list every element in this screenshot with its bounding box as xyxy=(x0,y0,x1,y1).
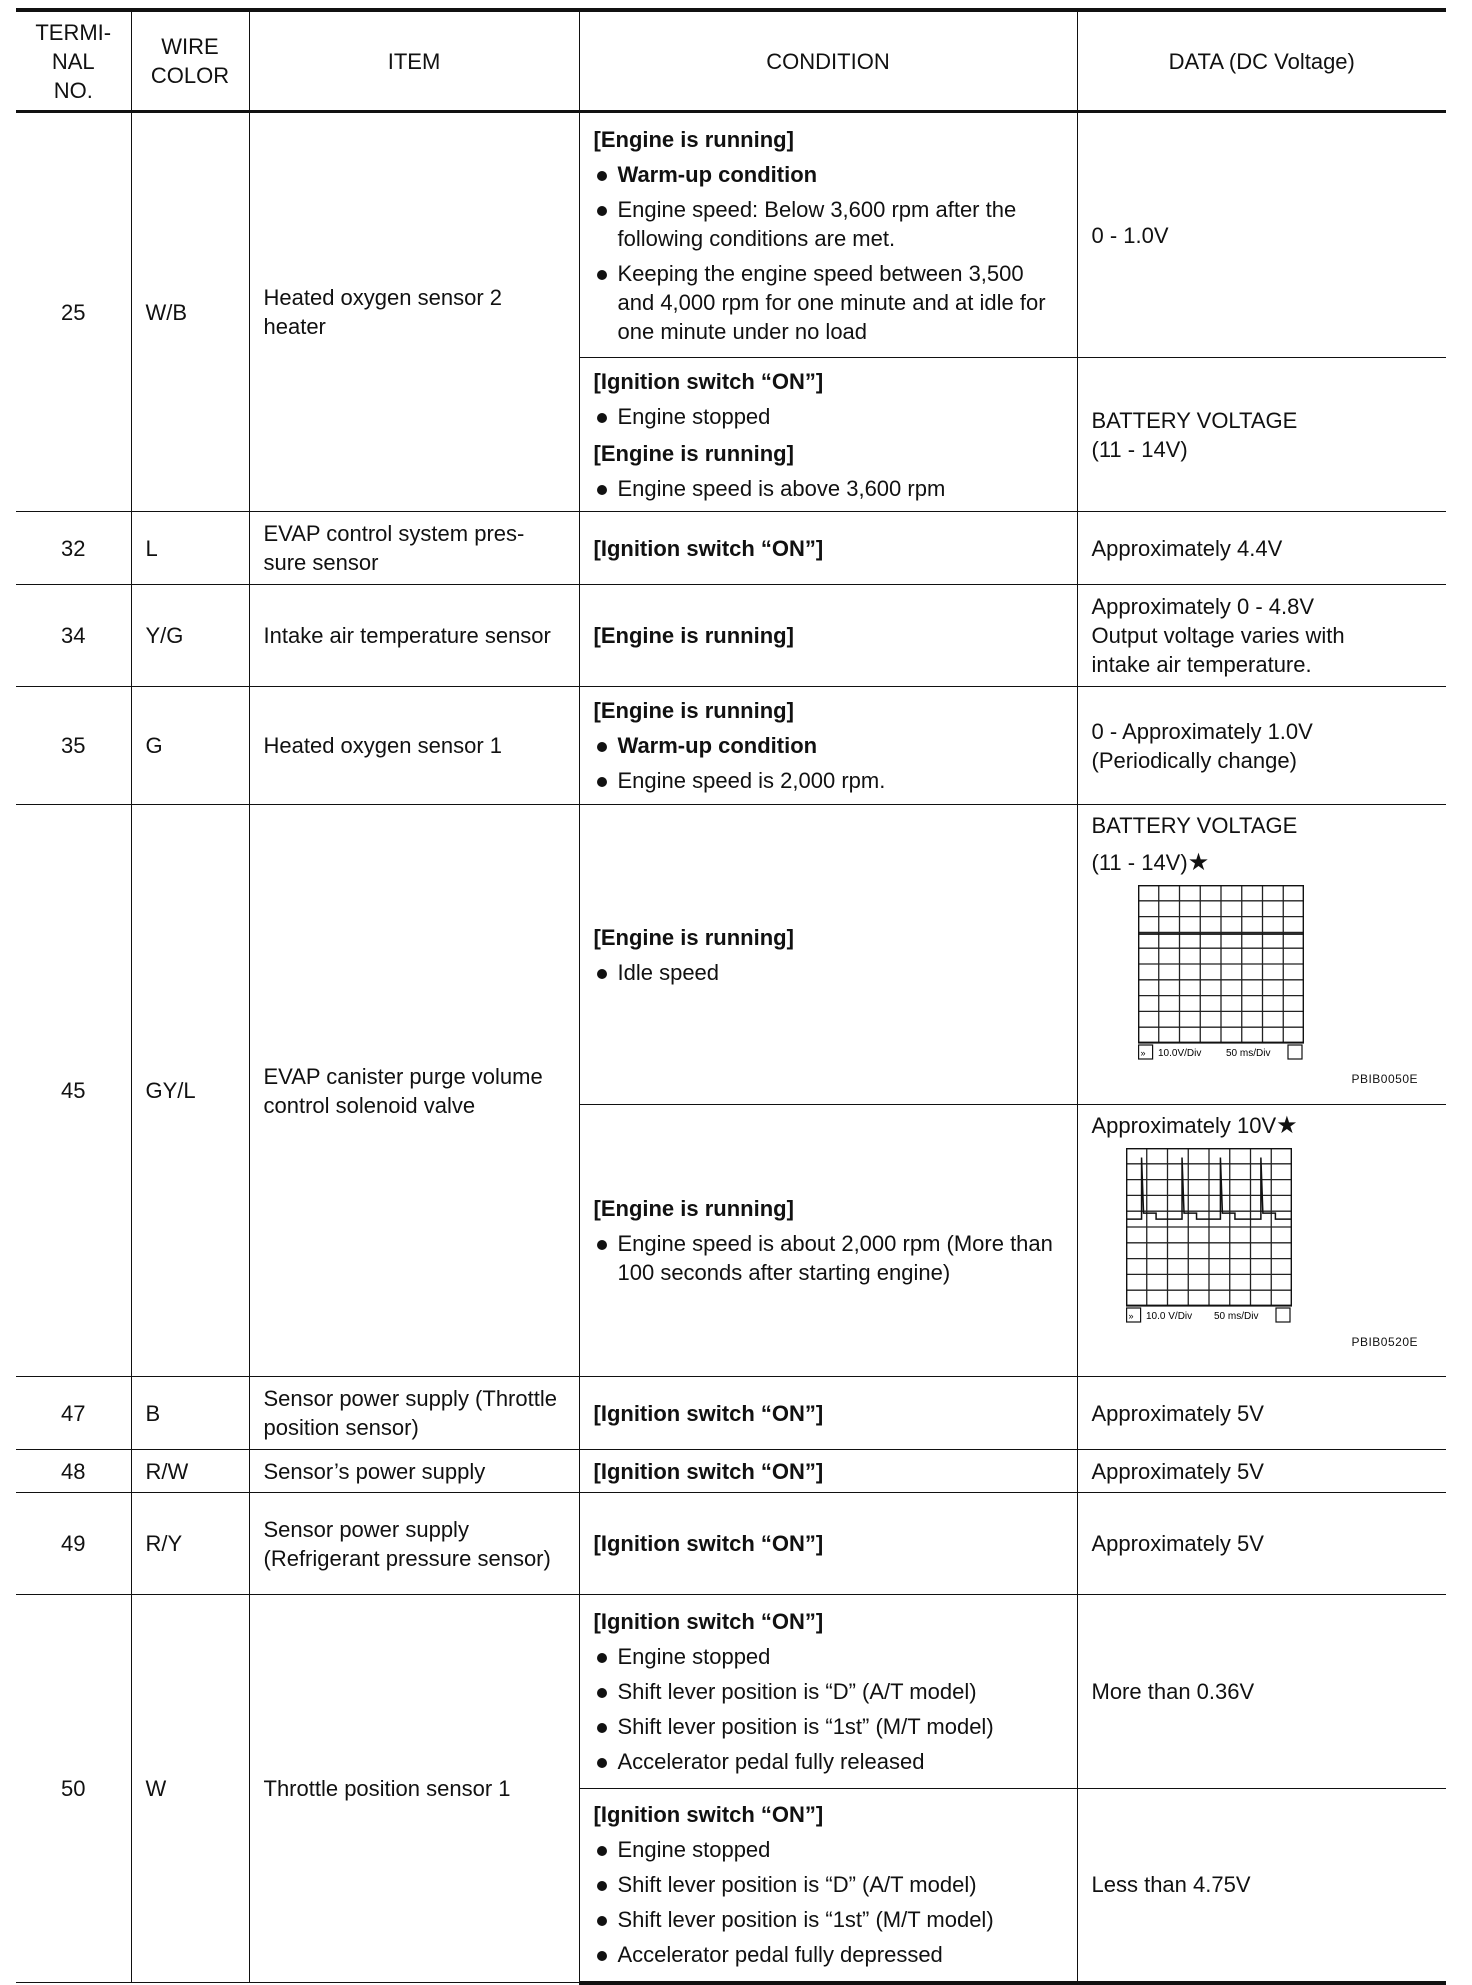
data-line xyxy=(1092,1111,1433,1140)
data-value: More than 0.36V xyxy=(1091,1679,1255,1704)
data-cell xyxy=(1077,1789,1446,1983)
data-line-text: Output voltage varies with xyxy=(1091,623,1345,648)
condition-cell xyxy=(579,1450,1077,1493)
data-line xyxy=(1092,746,1433,775)
item-cell: EVAP control system pres-sure sensor xyxy=(249,512,579,585)
header-row xyxy=(16,10,1446,112)
data-line-text: (11 - 14V) xyxy=(1091,850,1188,875)
condition-heading: [Ignition switch “ON”] xyxy=(593,535,824,561)
header-item: ITEM xyxy=(249,10,579,112)
condition-list xyxy=(594,1642,1063,1776)
condition-cell xyxy=(579,687,1077,805)
wire-color-cell: R/Y xyxy=(131,1493,249,1595)
data-cell xyxy=(1077,1105,1446,1377)
item-cell: Sensor power supply (Throttle position sensor) xyxy=(249,1377,579,1450)
data-cell xyxy=(1077,1377,1446,1450)
star-icon: ★ xyxy=(1187,849,1210,876)
condition-list xyxy=(594,958,1063,987)
condition-item: Engine speed is above 3,600 rpm xyxy=(594,474,1063,503)
condition-cell xyxy=(579,1595,1077,1789)
wire-color-cell: G xyxy=(131,687,249,805)
condition-item: Engine speed: Below 3,600 rpm after the following conditions are met. xyxy=(594,195,1063,253)
data-line-text: intake air temperature. xyxy=(1091,652,1312,677)
condition-item: Shift lever position is “1st” (M/T model) xyxy=(594,1905,1063,1934)
wire-color-cell: L xyxy=(131,512,249,585)
condition-cell xyxy=(579,805,1077,1105)
data-cell xyxy=(1077,687,1446,805)
condition-cell xyxy=(579,512,1077,585)
data-line-text: Approximately 10V xyxy=(1091,1113,1277,1138)
terminal-cell: 32 xyxy=(16,512,131,585)
data-line-text: Approximately 0 - 4.8V xyxy=(1091,594,1315,619)
condition-item: Shift lever position is “1st” (M/T model) xyxy=(594,1712,1063,1741)
oscilloscope-chart xyxy=(1092,1148,1433,1335)
table-row xyxy=(16,1595,1446,1789)
condition-cell xyxy=(579,1377,1077,1450)
time-label: 50 ms/Div xyxy=(1225,1048,1270,1059)
figure-code: PBIB0520E xyxy=(1351,1335,1418,1349)
wire-color-cell: W/B xyxy=(131,112,249,512)
condition-item: Accelerator pedal fully depressed xyxy=(594,1940,1063,1969)
data-line-text: BATTERY VOLTAGE xyxy=(1091,813,1298,838)
table-row xyxy=(16,687,1446,805)
condition-heading: [Engine is running] xyxy=(593,623,794,648)
data-line xyxy=(1092,811,1433,840)
condition-item: Engine stopped xyxy=(594,402,1063,431)
terminal-cell: 35 xyxy=(16,687,131,805)
data-line xyxy=(1092,717,1433,746)
item-cell: Sensor power supply (Refrigerant pressure sensor) xyxy=(249,1493,579,1595)
figure-code: PBIB0050E xyxy=(1351,1072,1418,1086)
wire-color-cell: R/W xyxy=(131,1450,249,1493)
data-value: Less than 4.75V xyxy=(1091,1872,1251,1898)
data-line-text: (Periodically change) xyxy=(1091,747,1297,773)
oscilloscope-waveform xyxy=(1126,1148,1292,1328)
condition-item: Shift lever position is “D” (A/T model) xyxy=(594,1677,1063,1706)
wire-color-cell: GY/L xyxy=(131,805,249,1377)
table-row xyxy=(16,112,1446,358)
header-wire-color: WIRE COLOR xyxy=(131,10,249,112)
data-line xyxy=(1092,621,1433,650)
table-row xyxy=(16,1450,1446,1493)
condition-cell xyxy=(579,358,1077,512)
data-value: Approximately 5V xyxy=(1091,1458,1264,1484)
condition-heading: [Ignition switch “ON”] xyxy=(593,1458,824,1484)
condition-item: Shift lever position is “D” (A/T model) xyxy=(594,1870,1063,1899)
item-cell: Intake air temperature sensor xyxy=(249,585,579,687)
star-icon: ★ xyxy=(1276,1112,1298,1139)
data-cell xyxy=(1077,112,1446,358)
data-value xyxy=(1092,406,1433,464)
waveform-block xyxy=(1092,811,1433,1098)
data-cell xyxy=(1077,805,1446,1105)
data-line xyxy=(1092,435,1433,464)
condition-cell xyxy=(579,1789,1077,1983)
terminal-cell: 49 xyxy=(16,1493,131,1595)
condition-heading: [Engine is running] xyxy=(593,1196,794,1221)
table-row xyxy=(16,1493,1446,1595)
condition-heading: [Ignition switch “ON”] xyxy=(593,1802,824,1828)
terminal-cell: 48 xyxy=(16,1450,131,1493)
data-line-text: BATTERY VOLTAGE xyxy=(1091,407,1298,433)
condition-item: Engine stopped xyxy=(594,1642,1063,1671)
scope-marker-label: » xyxy=(1128,1311,1134,1321)
wire-color-cell: W xyxy=(131,1595,249,1983)
time-label: 50 ms/Div xyxy=(1213,1311,1258,1322)
waveform-block xyxy=(1092,1111,1433,1361)
condition-item: Warm-up condition xyxy=(594,160,1063,189)
condition-heading: [Ignition switch “ON”] xyxy=(593,1531,824,1556)
wire-color-cell: B xyxy=(131,1377,249,1450)
scale-label: 10.0V/Div xyxy=(1157,1048,1201,1059)
condition-heading: [Engine is running] xyxy=(593,924,794,950)
scope-end-marker xyxy=(1288,1045,1302,1059)
item-cell: EVAP canister purge volume control solenoid valve xyxy=(249,805,579,1377)
data-value: 0 - 1.0V xyxy=(1091,222,1169,248)
condition-item: Engine speed is about 2,000 rpm (More than 100 seconds after starting engine) xyxy=(594,1229,1063,1287)
condition-cell xyxy=(579,585,1077,687)
data-value: Approximately 5V xyxy=(1091,1531,1264,1556)
data-line xyxy=(1092,592,1433,621)
terminal-cell: 25 xyxy=(16,112,131,512)
table-row xyxy=(16,512,1446,585)
condition-item: Accelerator pedal fully released xyxy=(594,1747,1063,1776)
condition-item: Engine stopped xyxy=(594,1835,1063,1864)
condition-cell xyxy=(579,1493,1077,1595)
condition-item: Keeping the engine speed between 3,500 and 4,000 rpm for one minute and at idle for one minute under no load xyxy=(594,259,1063,346)
condition-heading: [Engine is running] xyxy=(593,440,794,466)
condition-heading: [Ignition switch “ON”] xyxy=(593,1609,824,1634)
condition-item: Idle speed xyxy=(594,958,1063,987)
condition-item: Warm-up condition xyxy=(594,731,1063,760)
condition-list xyxy=(594,1835,1063,1969)
terminal-data-table xyxy=(16,8,1446,1985)
oscilloscope-waveform xyxy=(1138,885,1304,1065)
condition-heading: [Engine is running] xyxy=(593,126,794,152)
data-cell xyxy=(1077,1595,1446,1789)
data-cell xyxy=(1077,1450,1446,1493)
data-cell xyxy=(1077,585,1446,687)
header-condition: CONDITION xyxy=(579,10,1077,112)
scale-label: 10.0 V/Div xyxy=(1145,1311,1192,1322)
table-row xyxy=(16,585,1446,687)
condition-heading: [Ignition switch “ON”] xyxy=(593,368,824,394)
data-value: Approximately 4.4V xyxy=(1091,535,1283,561)
data-line xyxy=(1092,848,1433,877)
data-line-text: (11 - 14V) xyxy=(1091,436,1188,462)
data-cell xyxy=(1077,1493,1446,1595)
condition-list xyxy=(594,731,1063,795)
item-cell: Heated oxygen sensor 2 heater xyxy=(249,112,579,512)
data-value: Approximately 5V xyxy=(1091,1400,1264,1426)
header-data: DATA (DC Voltage) xyxy=(1077,10,1446,112)
data-cell xyxy=(1077,512,1446,585)
condition-heading: [Ignition switch “ON”] xyxy=(593,1400,824,1426)
scope-end-marker xyxy=(1276,1308,1290,1322)
condition-heading: [Engine is running] xyxy=(593,698,794,723)
data-line xyxy=(1092,650,1433,679)
terminal-cell: 47 xyxy=(16,1377,131,1450)
condition-item: Engine speed is 2,000 rpm. xyxy=(594,766,1063,795)
item-cell: Heated oxygen sensor 1 xyxy=(249,687,579,805)
data-value xyxy=(1092,717,1433,775)
scope-marker-label: » xyxy=(1140,1048,1146,1058)
condition-list xyxy=(594,160,1063,346)
terminal-cell: 34 xyxy=(16,585,131,687)
table-row xyxy=(16,805,1446,1105)
data-line-text: 0 - Approximately 1.0V xyxy=(1091,718,1313,744)
header-terminal: TERMI- NAL NO. xyxy=(16,10,131,112)
terminal-cell: 50 xyxy=(16,1595,131,1983)
condition-cell xyxy=(579,112,1077,358)
data-value xyxy=(1092,592,1433,679)
oscilloscope-chart xyxy=(1092,885,1433,1072)
item-cell: Sensor’s power supply xyxy=(249,1450,579,1493)
data-cell xyxy=(1077,358,1446,512)
wire-color-cell: Y/G xyxy=(131,585,249,687)
item-cell: Throttle position sensor 1 xyxy=(249,1595,579,1983)
condition-list xyxy=(594,474,1063,503)
terminal-cell: 45 xyxy=(16,805,131,1377)
condition-cell xyxy=(579,1105,1077,1377)
condition-list xyxy=(594,402,1063,431)
table-row xyxy=(16,1377,1446,1450)
data-line xyxy=(1092,406,1433,435)
condition-list xyxy=(594,1229,1063,1287)
